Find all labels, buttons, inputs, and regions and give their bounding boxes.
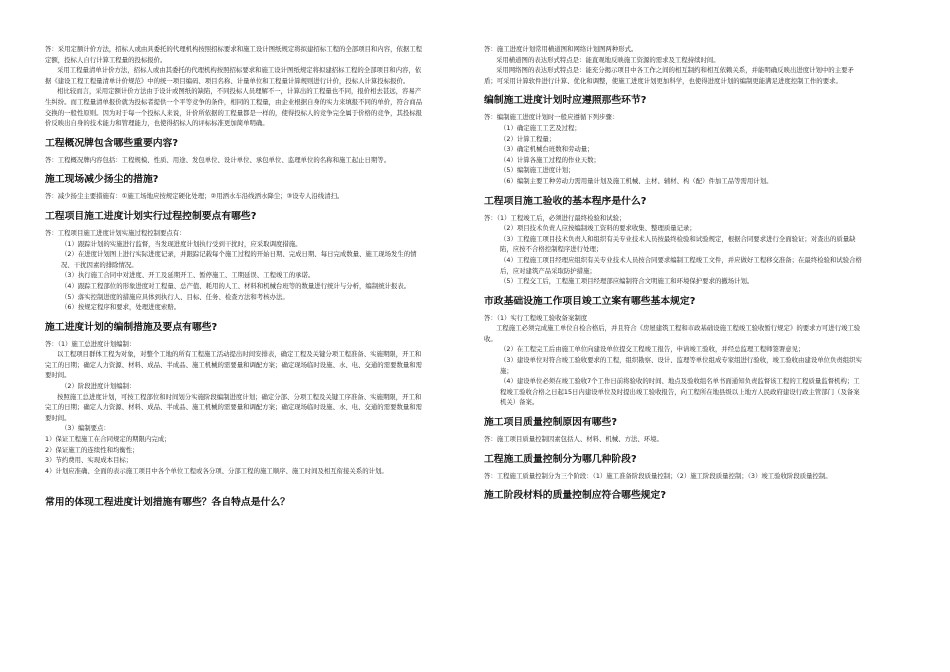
answer-text: 答：（1）工程竣工后，必须进行最终检验和试验；	[484, 213, 626, 222]
answer-text: 答：（1）施工总进度计划编制：	[45, 339, 136, 348]
list-item: （5）编制施工进度计划；	[500, 166, 575, 175]
list-item: 4）计划应准确、全面的表示施工项目中各个单位工程或各分项、分部工程的施工顺序、施工时间及相互衔接关系的计划。	[45, 466, 388, 475]
right-column	[484, 44, 862, 503]
section-heading: 工程项目施工验收的基本程序是什么?	[484, 195, 647, 207]
section-heading: 工程施工质量控制分为哪几种阶段?	[484, 453, 637, 465]
paragraph: 答：采用定额计价方法，招标人或由具委托的代理机构按照招标要求和施工设计图纸规定将拟建招标工程的全部项目和内容，依据工程定额，投标人自行计算工程量的投标报价。	[45, 45, 423, 64]
list-item: （2）项目技术负责人应按编制竣工资料的要求收集、整理质量记录；	[500, 224, 696, 233]
paragraph: 按照施工总进度计划，可按工程部位和时间划分实施阶段编制进度计划；确定分部、分项工程及关键工序准备、实施期限，开工和完工的日期；确定人力资源、材料、成品、半成品、施工机械的需要量和调配方案；确定现场临时设施、水、电、交通的需要数量和需要时间。	[45, 392, 423, 422]
list-item: （2）在进度计划图上进行实际进度记录，并跟踪记载每个施工过程的开始日期、完成日期、每日完成数量、施工现场发生的情况、干扰因素的排除情况。	[61, 250, 417, 269]
list-item: （4）跟踪工程部位的形象进度对工程量、总产值、耗用的人工、材料和机械台班等的数量进行统计与分析，编制统计报表。	[61, 281, 411, 290]
left-column	[45, 44, 423, 510]
answer-text: 答：编制施工进度计划时一般应遵循下列步骤：	[484, 113, 619, 122]
list-item: （2）阶段进度计划编制：	[61, 382, 136, 391]
list-item: （4）工程施工项目经理应组织有关专业技术人员按合同要求编制工程竣工文件，并应做好工程移交准备；在最终检验和试验合格后，应对建筑产品采取防护措施；	[500, 255, 862, 275]
answer-text: 答：施工进度计划常用横道图和网络计划图两种形式。	[484, 45, 638, 53]
list-item: （5）落实控制进度的措施应具体到执行人、目标、任务、检查方法和考核办法。	[61, 292, 289, 301]
list-item: 3）节约费用、实现成本目标；	[45, 456, 133, 465]
list-item: （4）建设单位必须在竣工验收7个工作日前将验收的时间、地点及验收组名单书面通知负责监督该工程的工程质量监督机构；工程竣工验收合格之日起15日内建设单位及时提出竣工验收报告，向工程所在地县级以上地方人民政府建设行政主管部门（及备案机关）备案。	[500, 377, 860, 407]
section-heading: 工程项目施工进度计划实行过程控制要点有哪些?	[45, 210, 257, 222]
paragraph: 工程施工必须完成施工单位自检合格后，并且符合《房屋建筑工程和市政基础设施工程竣工验收暂行规定》的要求方可进行竣工验收。	[484, 324, 861, 343]
list-item: （2）计算工程量；	[500, 134, 556, 143]
section-heading: 施工现场减少扬尘的措施?	[45, 174, 159, 186]
answer-text: 答：工程施工质量控制分为三个阶段：（1）施工准备阶段质量控制；（2）施工阶段质量控制；（3）竣工验收阶段质量控制。	[484, 471, 832, 480]
paragraph: 采用工程量清单计价方法，招标人或由其委托的代理机构按照招标要求和施工设计图纸规定将拟建招标工程的全部项目和内容，依据《建设工程工程量清单计价规范》中的统一项目编码、项目名称、计量单位和工程量计算规则进行计价，投标人计算投标报价。	[45, 66, 422, 85]
answer-text: 答：工程概况牌内容包括：工程规模、性质、用途、发包单位、设计单位、承包单位、监理单位的名称和施工起止日期等。	[45, 155, 391, 164]
section-heading: 施工进度计划的编制措施及要点有哪些?	[45, 321, 218, 333]
list-item: （3）确定机械台班数和劳动量；	[500, 145, 594, 154]
section-heading: 常用的体现工程进度计划措施有哪些？各自特点是什么？	[45, 497, 290, 509]
list-item: （1）确定施工工艺及过程；	[500, 123, 581, 132]
paragraph: 以工程项目群体工程为对象，对整个工地的所有工程施工活动提出时间安排表，确定工程及关键分项工程准备、实施期限，开工和完工的日期；确定人力资源、材料、成品、半成品、施工机械的需要量和调配方案；确定现场临时设施、水、电、交通的需要数量和需要时间。	[45, 350, 423, 380]
list-item: 2）保证施工的连续性和均衡性；	[45, 445, 139, 454]
list-item: （6）按规定程序和要求，处理进度索赔。	[61, 303, 181, 312]
section-heading: 工程概况牌包含哪些重要内容?	[45, 137, 179, 149]
section-heading: 施工项目质量控制原因有哪些?	[484, 417, 618, 429]
section-heading: 施工阶段材料的质量控制应符合哪些规定?	[484, 490, 667, 502]
list-item: （5）工程交工后，工程施工项目经理部应编制符合文明施工和环境保护要求的撤场计划。	[500, 277, 754, 286]
list-item: （4）计算各施工过程的作业天数；	[500, 155, 600, 164]
paragraph: 采用网络图的表达形式特点是：能充分揭示项目中各工作之间的相互制约和相互依赖关系，并能明确反映出进度计划中的主要矛盾；可采用计算软件进行计算、优化和调整，使施工进度计划更加科学，也使得进度计划的编制更能满足进度控制工作的要求。	[484, 66, 854, 85]
list-item: （3）建设单位对符合竣工验收要求的工程，组织勘察、设计、监理等单位组成专家组进行验收，竣工验收由建设单位负责组织实施；	[500, 356, 862, 375]
list-item: 1）保证工程施工在合同规定的期限内完成；	[45, 435, 171, 444]
list-item: （1）跟踪计划的实施进行监督，当发现进度计划执行受到干扰时，应采取调度措施。	[61, 239, 302, 248]
section-heading: 编制施工进度计划时应遵照那些环节?	[484, 95, 647, 107]
list-item: （6）编制主要工种劳动力需用量计划及施工机械、主材、辅材、构（配）件加工品等需用计划。	[500, 176, 773, 185]
answer-text: 答：（1）实行工程竣工验收备案制度	[484, 313, 588, 322]
list-item: （3）工程施工项目技术负责人和组织有关专业技术人员按最终检验和试验规定，根据合同要求进行全面验证；对查出的质量缺陷，应按不合格控制程序进行处理；	[500, 234, 856, 254]
list-item: （3）执行施工合同中对进度、开工及延期开工、暂停施工、工期延误、工程竣工的承诺。	[61, 271, 315, 280]
paragraph: 采用横道图的表达形式特点是：能直观地反映施工资源的需求及工程持续时间。	[496, 55, 720, 64]
answer-text: 答：减少扬尘主要措施有：①施工场地应按规定硬化处理；②用洒水车沿线洒水降尘；③设专人沿线清扫。	[45, 192, 344, 201]
list-item: （2）在工程完工后由施工单位向建设单位提交工程竣工报告，申请竣工验收，并经总监理工程师签署意见；	[500, 345, 805, 354]
answer-text: 答：工程项目施工进度计划实施过程控制要点有：	[45, 228, 186, 237]
answer-text: 答：施工项目质量控制因素包括人、材料、机械、方法、环境。	[484, 435, 663, 444]
section-heading: 市政基础设施工作项目竣工立案有哪些基本规定?	[484, 295, 696, 307]
list-item: （3）编制要点：	[61, 424, 110, 433]
paragraph: 相比较而言，采用定额计价方法由于设计或图纸的缺陷，不同投标人员理解不一，计算出的工程量也不同，报价相去甚远，容易产生纠纷。而工程量清单报价就为投标者提供一个平等竞争的条件，相同的工程量，由企业根据自身的实力来填报不同的单价，符合商品交换的一般性原则。因为对于每一个投标人来说，计价所依据的工程量都是一样的，使得投标人的竞争完全属于价格的竞争，其投标报价反映出自身的技术能力和管理能力，也使得招标人的评标标准更加简单明确。	[45, 87, 423, 128]
